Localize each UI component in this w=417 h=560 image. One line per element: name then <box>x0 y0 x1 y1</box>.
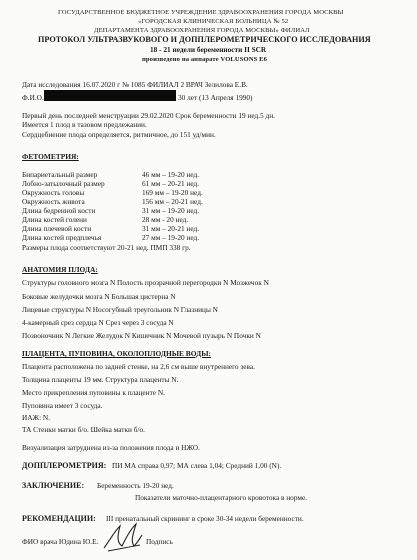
fio-label: Ф.И.О. <box>22 93 44 102</box>
fetometry-value: 156 мм – 20-21 нед. <box>142 197 203 206</box>
fetometry-value: 31 мм – 19-20 нед. <box>142 206 200 215</box>
handwritten-signature <box>100 518 146 554</box>
recommendation-heading: РЕКОМЕНДАЦИИ: <box>22 514 96 523</box>
fetometry-label: Окружность головы <box>22 188 85 197</box>
fetometry-label: Длина бедренной кости <box>22 206 96 215</box>
doppler-heading: ДОППЛЕРОМЕТРИЯ: <box>22 461 107 470</box>
anatomy-line: Боковые желудочки мозга N Большая цистерна N <box>22 292 176 301</box>
lmp-line: Первый день последней менструации 29.02.2020 Срок беременности 19 нед.5 дн. <box>22 111 275 120</box>
placenta-line: Плацента расположена по задней стенке, на 2,6 см выше внутреннего зева. <box>22 362 255 371</box>
fetometry-label: Лобно-затылочный размер <box>22 179 105 188</box>
conclusion-heading: ЗАКЛЮЧЕНИЕ: <box>22 481 85 490</box>
fetus-presentation: Имеется 1 плод в тазовом предлежании. <box>22 120 147 129</box>
fetometry-value: 27 мм – 19-20 нед. <box>142 233 200 242</box>
placenta-line: Пуповина имеет 3 сосуда. <box>22 401 103 410</box>
fetometry-label: Длина костей голени <box>22 215 87 224</box>
fetometry-value: 169 мм – 19-20 нед. <box>142 188 203 197</box>
fetometry-value: 61 мм – 20-21 нед. <box>142 179 200 188</box>
fetometry-heading: ФЕТОМЕТРИЯ: <box>22 152 79 161</box>
conclusion-text-2: Показатели маточно-плацентарного кровотока в норме. <box>135 493 308 502</box>
fetal-size-line: Размеры плода соответствуют 20-21 нед. ПМП 338 гр. <box>22 243 191 252</box>
anatomy-line: Лицевые структуры N Носогубный треугольник N Глазницы N <box>22 305 218 314</box>
doppler-values: ПИ МА справа 0,97; МА слева 1,04; Средний 1,00 (N). <box>112 461 282 470</box>
placenta-line: Толщина плаценты 19 мм. Структура плаценты N. <box>22 375 179 384</box>
header-line-3: ДЕПАРТАМЕНТА ЗДРАВООХРАНЕНИЯ ГОРОДА МОСКВЫ» ФИЛИАЛ <box>94 27 310 34</box>
device-line: произведено на аппарате VOLUSONS E6 <box>142 56 268 63</box>
fetometry-value: 28 мм - 20 нед. <box>142 215 189 224</box>
anatomy-heading: АНАТОМИЯ ПЛОДА: <box>22 265 98 274</box>
patient-age: 30 лет (13 Апреля 1990) <box>178 93 253 102</box>
header-line-2: «ГОРОДСКАЯ КЛИНИЧЕСКАЯ БОЛЬНИЦА № 52 <box>138 18 289 25</box>
header-line-1: ГОСУДАРСТВЕННОЕ БЮДЖЕТНОЕ УЧРЕЖДЕНИЕ ЗДРАВООХРАНЕНИЯ ГОРОДА МОСКВЫ <box>58 9 344 16</box>
fetometry-label: Длина плечевой кости <box>22 224 92 233</box>
placenta-heading: ПЛАЦЕНТА, ПУПОВИНА, ОКОЛОПЛОДНЫЕ ВОДЫ: <box>22 349 211 358</box>
fetometry-value: 31 мм – 20-21 нед. <box>142 224 200 233</box>
doctor-name: ФИО врача Юдина Ю.Е. <box>22 537 99 546</box>
protocol-title: ПРОТОКОЛ УЛЬТРАЗВУКОВОГО И ДОППЛЕРОМЕТРИЧЕСКОГО ИССЛЕДОВАНИЯ <box>38 35 371 44</box>
recommendation-text: III пренатальный скрининг в сроке 30-34 недели беременности. <box>106 514 304 523</box>
anatomy-line: Позвоночник N Легкие Желудок N Кишечник N Мочевой пузырь N Почки N <box>22 331 261 340</box>
fetometry-label: Окружность живота <box>22 197 85 206</box>
fetometry-label: Длина костей предплечья <box>22 233 102 242</box>
fetometry-label: Бипариетальный размер <box>22 170 98 179</box>
protocol-subtitle: 18 - 21 недели беременности II SCR <box>150 45 267 54</box>
visualization-line: Визуализация затруднена из-за положения плода и НЖО. <box>22 443 200 452</box>
signature-label: Подпись <box>146 537 173 546</box>
redacted-patient-name <box>44 90 176 101</box>
anatomy-line: 4-камерный срез сердца N Срез через 3 сосуда N <box>22 318 174 327</box>
conclusion-text: Беременность 19-20 нед. <box>97 481 174 490</box>
placenta-line: ИАЖ: N. <box>22 413 51 422</box>
exam-date-line: Дата исследования 16.07.2020 г № 1085 ФИЛИАЛ 2 ВРАЧ Зелилова Е.В. <box>22 80 248 89</box>
placenta-line: Место прикрепления пуповины к плаценте N. <box>22 388 165 397</box>
fetometry-value: 46 мм – 19-20 нед. <box>142 170 200 179</box>
placenta-line: ТА Стенки матки б/о. Шейка матки б/о. <box>22 425 145 434</box>
heartbeat-line: Сердцебиение плода определяется, ритмичное, до 151 уд/мин. <box>22 130 216 139</box>
anatomy-line: Структуры головного мозга N Полость прозрачной перегородки N Мозжечок N <box>22 278 269 287</box>
